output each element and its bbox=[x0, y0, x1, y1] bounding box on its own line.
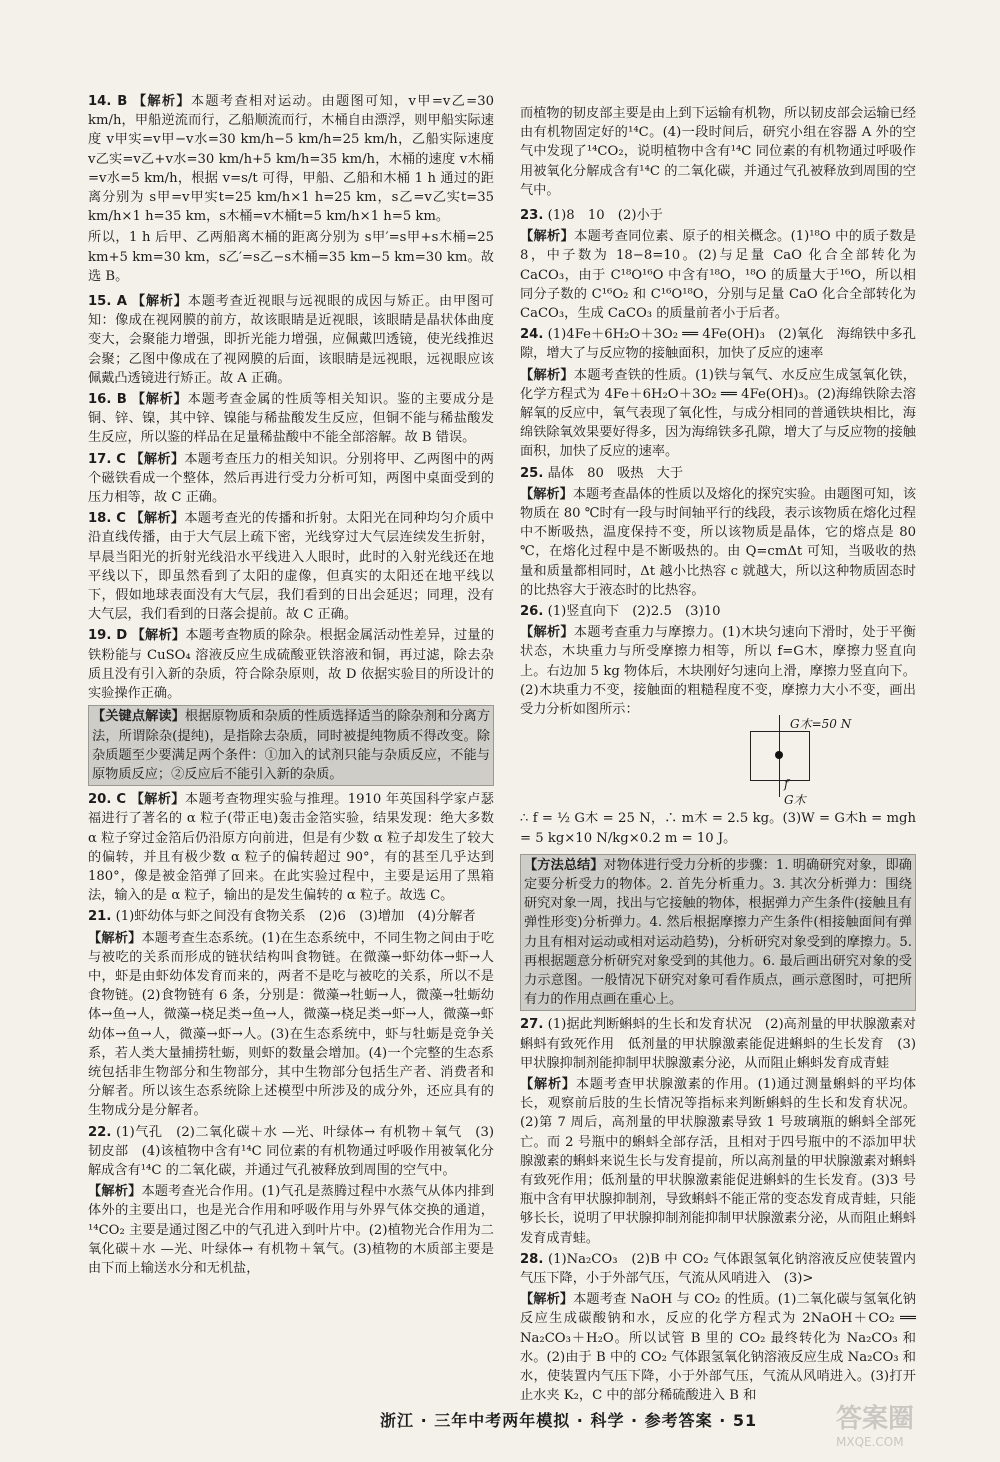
analysis-tag: 【解析】 bbox=[520, 1076, 576, 1092]
answer-item bbox=[88, 790, 494, 905]
answer-item bbox=[88, 1182, 494, 1278]
answer-text: 而植物的韧皮部主要是由上到下运输有机物，所以韧皮部会运输已经由有机物固定好的¹⁴C。(4)一段时间后，研究小组在容器 A 外的空气中发现了¹⁴CO₂，说明植物中含有¹⁴C 同位素的有机物通过呼吸作用被氧化分解成含有¹⁴C 的二氧化碳，并通过气孔被释放到周围的空气中。 bbox=[520, 106, 916, 198]
answer-text: (1)4Fe＋6H₂O＋3O₂ ══ 4Fe(OH)₃ (2)氧化 海绵铁中多孔隙，增大了与反应物的接触面积，加快了反应的速率 bbox=[520, 327, 916, 362]
answer-text: 本题考查生态系统。(1)在生态系统中，不同生物之间由于吃与被吃的关系而形成的链状结构叫食物链。在微藻→虾幼体→虾→人中，虾是由虾幼体发育而来的，两者不是吃与被吃的关系，所以不是食物链。(2)食物链有 6 条，分别是：微藻→牡蛎→人，微藻→牡蛎幼体→鱼→人，微藻→桡足类→鱼→人，微藻→桡足类→虾→人，微藻→虾幼体→鱼→人，微藻→虾→人。(3)在生态系统中，虾与牡蛎是竞争关系，若人类大量捕捞牡蛎，则虾的数量会增加。(4)一个完整的生态系统包括非生物部分和生物部分，其中生物部分包括生产者、消费者和分解者。所以该生态系统除上述模型中所涉及的成分外，还应具有的生物成分是分解者。 bbox=[88, 930, 495, 1119]
question-number: 28. bbox=[520, 1251, 544, 1267]
question-number: 22. bbox=[88, 1124, 112, 1140]
analysis-tag: 【解析】 bbox=[88, 1184, 142, 1200]
answer-text: 所以，1 h 后甲、乙两船离木桶的距离分别为 s甲′=s甲+s木桶=25 km+5 km=30 km，s乙′=s乙−s木桶=35 km−5 km=30 km。故选 B。 bbox=[88, 230, 494, 284]
analysis-tag: 【解析】 bbox=[520, 229, 575, 245]
answer-item bbox=[520, 1290, 916, 1405]
answer-item bbox=[520, 485, 916, 600]
question-number: 21. bbox=[88, 909, 112, 925]
question-number: 24. bbox=[520, 327, 544, 343]
analysis-tag: 【解析】 bbox=[130, 451, 185, 467]
answer-item bbox=[520, 366, 916, 462]
question-number: 18. C bbox=[88, 511, 126, 527]
answer-item bbox=[520, 1075, 916, 1248]
answer-text: 本题考查晶体的性质以及熔化的探究实验。由题图可知，该物质在 80 ℃时有一段与时间轴平行的线段，表示该物质在熔化过程中不断吸热，温度保持不变，所以该物质是晶体，它的熔点是 80 ℃，在熔化过程中是不断吸热的。由 Q=cmΔt 可知，当吸收的热量和质量都相同时，Δt 越小比热容 c 就越大，所以这种物质固态时的比热容大于液态时的比热容。 bbox=[520, 486, 917, 598]
answer-item bbox=[88, 907, 494, 926]
answer-text: 本题考查物理实验与推理。1910 年英国科学家卢瑟福进行了著名的 α 粒子(带正电)轰击金箔实验，结果发现：绝大多数 α 粒子穿过金箔后仍沿原方向前进，但是有少数 α 粒子却发生了较大的偏转，并且有极少数 α 粒子的偏转超过 90°，有的甚至几乎达到 180°，像是被金箔弹了回来。在此实验过程中，主要是运用了黑箱法，输入的是 α 粒子，输出的是发生偏转的 α 粒子。故选 C。 bbox=[88, 792, 494, 904]
answer-text: 本题考查压力的相关知识。分别将甲、乙两图中的两个磁铁看成一个整体，然后再进行受力分析可知，两图中桌面受到的压力相等，故 C 正确。 bbox=[88, 451, 494, 506]
answer-item bbox=[88, 509, 494, 624]
answer-item bbox=[520, 1250, 916, 1288]
answer-item bbox=[520, 602, 916, 621]
answer-item bbox=[88, 390, 494, 448]
question-number: 19. D bbox=[88, 628, 128, 644]
answer-text: (1)8 10 (2)小于 bbox=[547, 208, 663, 224]
force-label-bottom: G木 bbox=[784, 793, 806, 808]
analysis-tag: 【解析】 bbox=[520, 625, 574, 641]
force-label-top: G木=50 N bbox=[790, 717, 852, 732]
question-number: 23. bbox=[520, 208, 544, 224]
box-text: 根据原物质和杂质的性质选择适当的除杂剂和分离方法，所谓除杂(提纯)，是指除去杂质，同时被提纯物质不得改变。除杂质题至少要满足两个条件：①加入的试剂只能与杂质反应，不能与原物质反应；②反应后不能引入新的杂质。 bbox=[92, 709, 491, 782]
force-diagram bbox=[520, 717, 916, 808]
answer-text: 本题考查铁的性质。(1)铁与氧气、水反应生成氢氧化铁，化学方程式为 4Fe＋6H₂O＋3O₂ ══ 4Fe(OH)₃。(2)海绵铁除去溶解氧的反应中，氧气表现了氧化性，与成分相同的普通铁块相比，海绵铁除氧效果要好得多，因为海绵铁多孔隙，增大了与反应物的接触面积，加快了反应的速率。 bbox=[520, 367, 916, 460]
answer-item bbox=[520, 1015, 916, 1073]
answer-item bbox=[88, 450, 494, 508]
analysis-tag: 【解析】 bbox=[520, 367, 574, 383]
question-number: 25. bbox=[520, 465, 544, 481]
answer-item bbox=[520, 227, 916, 323]
answer-text: 本题考查物质的除杂。根据金属活动性差异，过量的铁粉能与 CuSO₄ 溶液反应生成硫酸亚铁溶液和铜，再过滤，除去杂质且没有引入新的杂质，符合除杂原则，故 D 依据实验目的所设计的实验操作正确。 bbox=[88, 628, 495, 702]
question-number: 16. B bbox=[88, 392, 127, 408]
page-footer: 浙江 · 三年中考两年模拟 · 科学 · 参考答案 · 51 bbox=[380, 1411, 758, 1430]
left-column bbox=[88, 92, 494, 1280]
question-number: 27. bbox=[520, 1017, 544, 1033]
answer-continuation bbox=[520, 104, 916, 200]
watermark-text: 答案圈 bbox=[836, 1404, 915, 1434]
question-number: 15. A bbox=[88, 294, 127, 310]
answer-continuation bbox=[520, 809, 916, 847]
answer-item bbox=[88, 626, 494, 703]
analysis-tag: 【解析】 bbox=[520, 1292, 574, 1308]
answer-text: 本题考查金属的性质等相关知识。鉴的主要成分是铜、锌、镍，其中锌、镍能与稀盐酸发生反应，但铜不能与稀盐酸发生反应，所以鉴的样品在足量稀盐酸中不能全部溶解。故 B 错误。 bbox=[88, 392, 494, 446]
question-number: 17. C bbox=[88, 451, 126, 467]
analysis-tag: 【解析】 bbox=[131, 392, 188, 408]
answer-item bbox=[88, 929, 494, 1121]
question-number: 14. B bbox=[88, 94, 128, 109]
watermark-url: MXQE.COM bbox=[836, 1435, 904, 1449]
answer-text: (1)气孔 (2)二氧化碳＋水 —光、叶绿体→ 有机物＋氧气 (3)韧皮部 (4)该植物中含有¹⁴C 同位素的有机物通过呼吸作用被氧化分解成含有¹⁴C 的二氧化碳，并通过气孔被释放到周围的空气中。 bbox=[88, 1124, 494, 1178]
answer-text: 本题考查 NaOH 与 CO₂ 的性质。(1)二氧化碳与氢氧化钠反应生成碳酸钠和水，反应的化学方程式为 2NaOH＋CO₂ ══ Na₂CO₃＋H₂O。所以试管 B 里的 CO₂ 最终转化为 Na₂CO₃ 和水。(2)由于 B 中的 CO₂ 气体跟氢氧化钠溶液反应生成 Na₂CO₃ 和水，使装置内气压下降，小于外部气压，气流从风哨进入。(3)打开止水夹 K₂，C 中的部分稀硫酸进入 B 和 bbox=[520, 1292, 916, 1404]
analysis-tag: 【解析】 bbox=[131, 628, 186, 644]
analysis-tag: 【解析】 bbox=[130, 511, 185, 527]
analysis-tag: 【解析】 bbox=[131, 294, 188, 310]
answer-item bbox=[520, 206, 916, 225]
answer-item bbox=[88, 292, 494, 388]
right-column bbox=[520, 104, 916, 1407]
question-number: 26. bbox=[520, 604, 544, 620]
answer-text: 晶体 80 吸热 大于 bbox=[547, 465, 684, 481]
answer-text: 本题考查重力与摩擦力。(1)木块匀速向下滑时，处于平衡状态，木块重力与所受摩擦力相等，所以 f=G木，摩擦力竖直向上。右边加 5 kg 物体后，木块刚好匀速向上滑，摩擦力竖直向下。(2)木块重力不变，接触面的粗糙程度不变，摩擦力大小不变，画出受力分析如图所示： bbox=[520, 625, 916, 718]
answer-text: (1)虾幼体与虾之间没有食物关系 (2)6 (3)增加 (4)分解者 bbox=[115, 909, 476, 925]
analysis-tag: 【解析】 bbox=[132, 94, 191, 109]
answer-text: 本题考查同位素、原子的相关概念。(1)¹⁸O 中的质子数是 8，中子数为 18−8=10。(2)与足量 CaO 化合全部转化为 CaCO₃，由于 C¹⁸O¹⁶O 中含有¹⁸O，¹⁸O 的质量大于¹⁶O，所以相同分子数的 C¹⁶O₂ 和 C¹⁶O¹⁸O，分别与足量 CaO 化合全部转化为 CaCO₃，生成 CaCO₃ 的质量前者小于后者。 bbox=[520, 229, 917, 322]
answer-text: 本题考查光合作用。(1)气孔是蒸腾过程中水蒸气从体内排到体外的主要出口，也是光合作用和呼吸作用与外界气体交换的通道，¹⁴CO₂ 主要是通过图乙中的气孔进入到叶片中。(2)植物光合作用为二氧化碳＋水 —光、叶绿体→ 有机物＋氧气。(3)植物的木质部主要是由下而上输送水分和无机盐， bbox=[88, 1184, 495, 1276]
answer-text: ∴ f = ½ G木 = 25 N，∴ m木 = 2.5 kg。(3)W = G木h = mgh = 5 kg×10 N/kg×0.2 m = 10 J。 bbox=[520, 811, 916, 846]
answer-item bbox=[88, 92, 494, 226]
watermark-logo bbox=[836, 1398, 976, 1450]
answer-text: 本题考查甲状腺激素的作用。(1)通过测量蝌蚪的平均体长，观察前后肢的生长情况等指标来判断蝌蚪的生长和发育状况。(2)第 7 周后，高剂量的甲状腺激素导致 1 号玻璃瓶的蝌蚪全部死亡。而 2 号瓶中的蝌蚪全部存活，且相对于四号瓶中的不添加甲状腺激素的蝌蚪来说生长与发育提前，所以高剂量的甲状腺激素对蝌蚪有致死作用；低剂量的甲状腺激素能促进蝌蚪的生长发育。(3)3 号瓶中含有甲状腺抑制剂，导致蝌蚪不能正常的变态发育成青蛙，只能够长长，说明了甲状腺抑制剂能抑制甲状腺激素分泌，从而阻止蝌蚪发育成青蛙。 bbox=[520, 1076, 916, 1246]
answer-text: (1)Na₂CO₃ (2)B 中 CO₂ 气体跟氢氧化钠溶液反应使装置内气压下降，小于外部气压，气流从风哨进入 (3)> bbox=[520, 1251, 916, 1286]
answer-item bbox=[520, 325, 916, 363]
answer-continuation bbox=[88, 228, 494, 286]
answer-item bbox=[88, 1123, 494, 1181]
analysis-tag: 【解析】 bbox=[520, 486, 573, 502]
answer-text: (1)竖直向下 (2)2.5 (3)10 bbox=[547, 604, 721, 620]
answer-text: 本题考查相对运动。由题图可知，v甲=v乙=30 km/h，甲船逆流而行，乙船顺流而行，木桶自由漂浮，则甲船实际速度 v甲实=v甲−v水=30 km/h−5 km/h=25 km/h，乙船实际速度 v乙实=v乙+v水=30 km/h+5 km/h=35 km/h，木桶的速度 v木桶=v水=5 km/h，根据 v=s/t 可得，甲船、乙船和木桶 1 h 通过的距离分别为 s甲=v甲实t=25 km/h×1 h=25 km，s乙=v乙实t=35 km/h×1 h=35 km，s木桶=v木桶t=5 km/h×1 h=5 km。 bbox=[88, 94, 494, 225]
answer-text: (1)据此判断蝌蚪的生长和发育状况 (2)高剂量的甲状腺激素对蝌蚪有致死作用 低剂量的甲状腺激素能促进蝌蚪的生长发育 (3)甲状腺抑制剂能抑制甲状腺激素分泌，从而阻止蝌蚪发育成青蛙 bbox=[520, 1017, 916, 1071]
answer-item bbox=[520, 623, 916, 719]
analysis-tag: 【解析】 bbox=[88, 930, 142, 946]
box-text: 对物体进行受力分析的步骤：1. 明确研究对象，即确定要分析受力的物体。2. 首先分析重力。3. 其次分析弹力：围绕研究对象一周，找出与它接触的物体，根据弹力产生条件(接触且有弹性形变)分析弹力。4. 然后根据摩擦力产生条件(相接触面间有弹力且有相对运动或相对运动趋势)，分析研究对象受到的摩擦力。5. 再根据题意分析研究对象受到的其他力。6. 最后画出研究对象的受力示意图。一般情况下研究对象可看作质点，画示意图时，可把所有力的作用点画在重心上。 bbox=[524, 857, 912, 1008]
highlight-box bbox=[520, 854, 916, 1012]
question-number: 20. C bbox=[88, 792, 127, 808]
force-label-f: f bbox=[784, 777, 789, 792]
answer-item bbox=[520, 464, 916, 483]
box-title: 【方法总结】 bbox=[524, 857, 604, 873]
analysis-tag: 【解析】 bbox=[130, 792, 185, 808]
highlight-box bbox=[88, 705, 494, 786]
answer-text: 本题考查近视眼与远视眼的成因与矫正。由甲图可知：像成在视网膜的前方，故该眼睛是近视眼，该眼睛是晶状体曲度变大，会聚能力增强，即折光能力增强，应佩戴凹透镜，使光线推迟会聚；乙图中像成在了视网膜的后面，该眼睛是远视眼，远视眼应该佩戴凸透镜进行矫正。故 A 正确。 bbox=[88, 294, 494, 386]
answer-text: 本题考查光的传播和折射。太阳光在同种均匀介质中沿直线传播，由于大气层上疏下密，光线穿过大气层连续发生折射，早晨当阳光的折射光线沿水平线进入人眼时，此时的入射光线还在地平线以下，即虽然看到了太阳的虚像，但真实的太阳还在地平线以下，假如地球表面没有大气层，我们看到的日出会延迟；同理，没有大气层，我们看到的日落会提前。故 C 正确。 bbox=[88, 511, 494, 623]
box-title: 【关键点解读】 bbox=[92, 709, 185, 725]
